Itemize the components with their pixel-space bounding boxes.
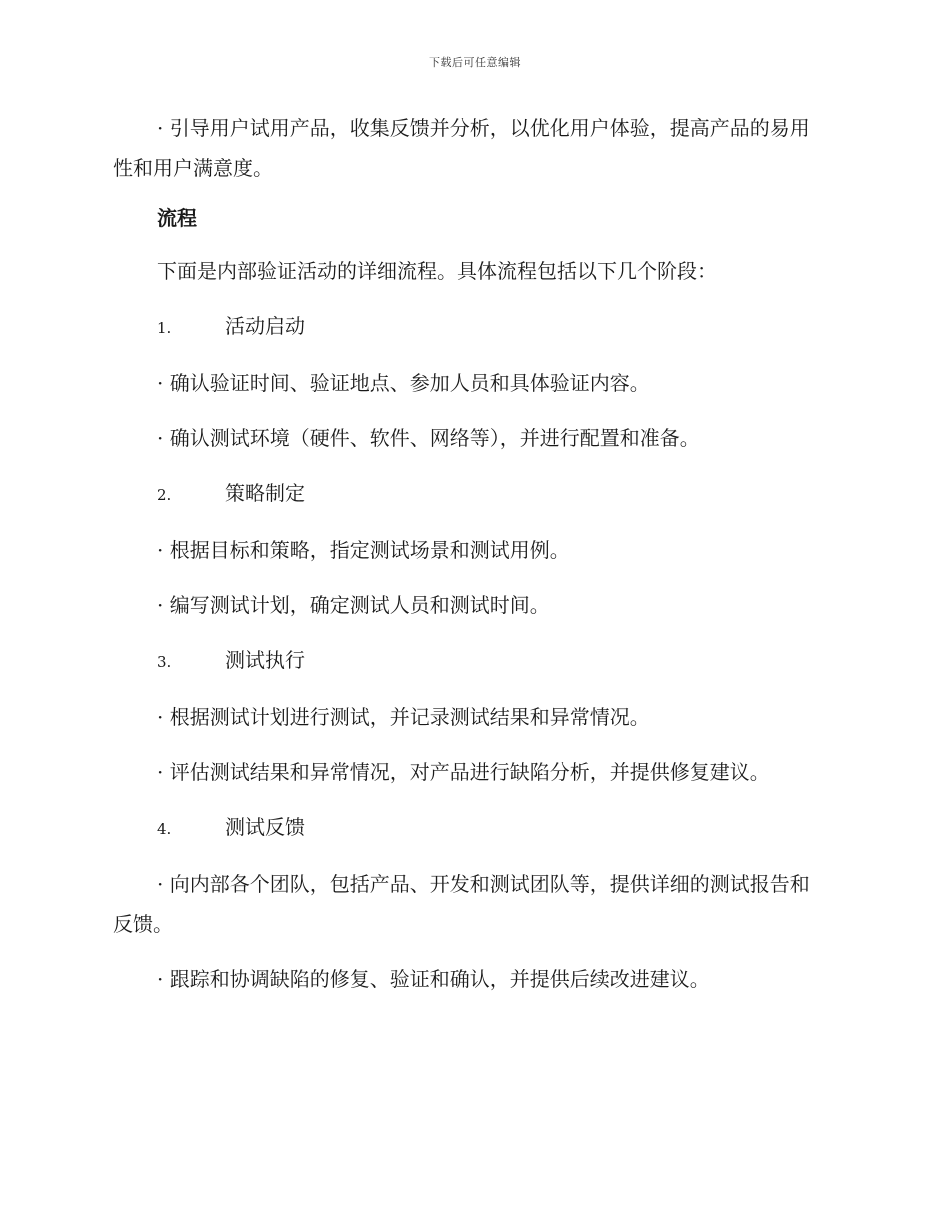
- step-title: 测试反馈: [225, 815, 305, 839]
- step-number: 1.: [157, 319, 172, 337]
- document-body: [113, 108, 828, 1014]
- section-intro: 下面是内部验证活动的详细流程。具体流程包括以下几个阶段：: [157, 259, 717, 283]
- step-number: 3.: [157, 653, 172, 671]
- step-bullet: · 编写测试计划，确定测试人员和测试时间。: [157, 593, 550, 617]
- step-title: 测试执行: [225, 648, 305, 672]
- step-bullet: · 跟踪和协调缺陷的修复、验证和确认，并提供后续改进建议。: [157, 967, 710, 991]
- page-header: 下载后可任意编辑: [429, 56, 521, 69]
- section-heading: 流程: [157, 206, 197, 230]
- step-heading: [157, 640, 828, 682]
- step-bullet: · 向内部各个团队，包括产品、开发和测试团队等，提供详细的测试报告和反馈。: [113, 872, 810, 936]
- intro-bullet: · 引导用户试用产品，收集反馈并分析，以优化用户体验，提高产品的易用性和用户满意度。: [113, 116, 810, 180]
- step-heading: [157, 306, 828, 348]
- step-bullet: · 根据测试计划进行测试，并记录测试结果和异常情况。: [157, 705, 650, 729]
- step-title: 策略制定: [225, 481, 305, 505]
- step-bullet: · 确认验证时间、验证地点、参加人员和具体验证内容。: [157, 371, 650, 395]
- step-title: 活动启动: [225, 314, 305, 338]
- step-number: 2.: [157, 486, 172, 504]
- step-heading: [157, 473, 828, 515]
- step-heading: [157, 807, 828, 849]
- step-bullet: · 确认测试环境（硬件、软件、网络等），并进行配置和准备。: [157, 426, 700, 450]
- step-bullet: · 根据目标和策略，指定测试场景和测试用例。: [157, 538, 570, 562]
- step-bullet: · 评估测试结果和异常情况，对产品进行缺陷分析，并提供修复建议。: [157, 760, 770, 784]
- step-number: 4.: [157, 820, 172, 838]
